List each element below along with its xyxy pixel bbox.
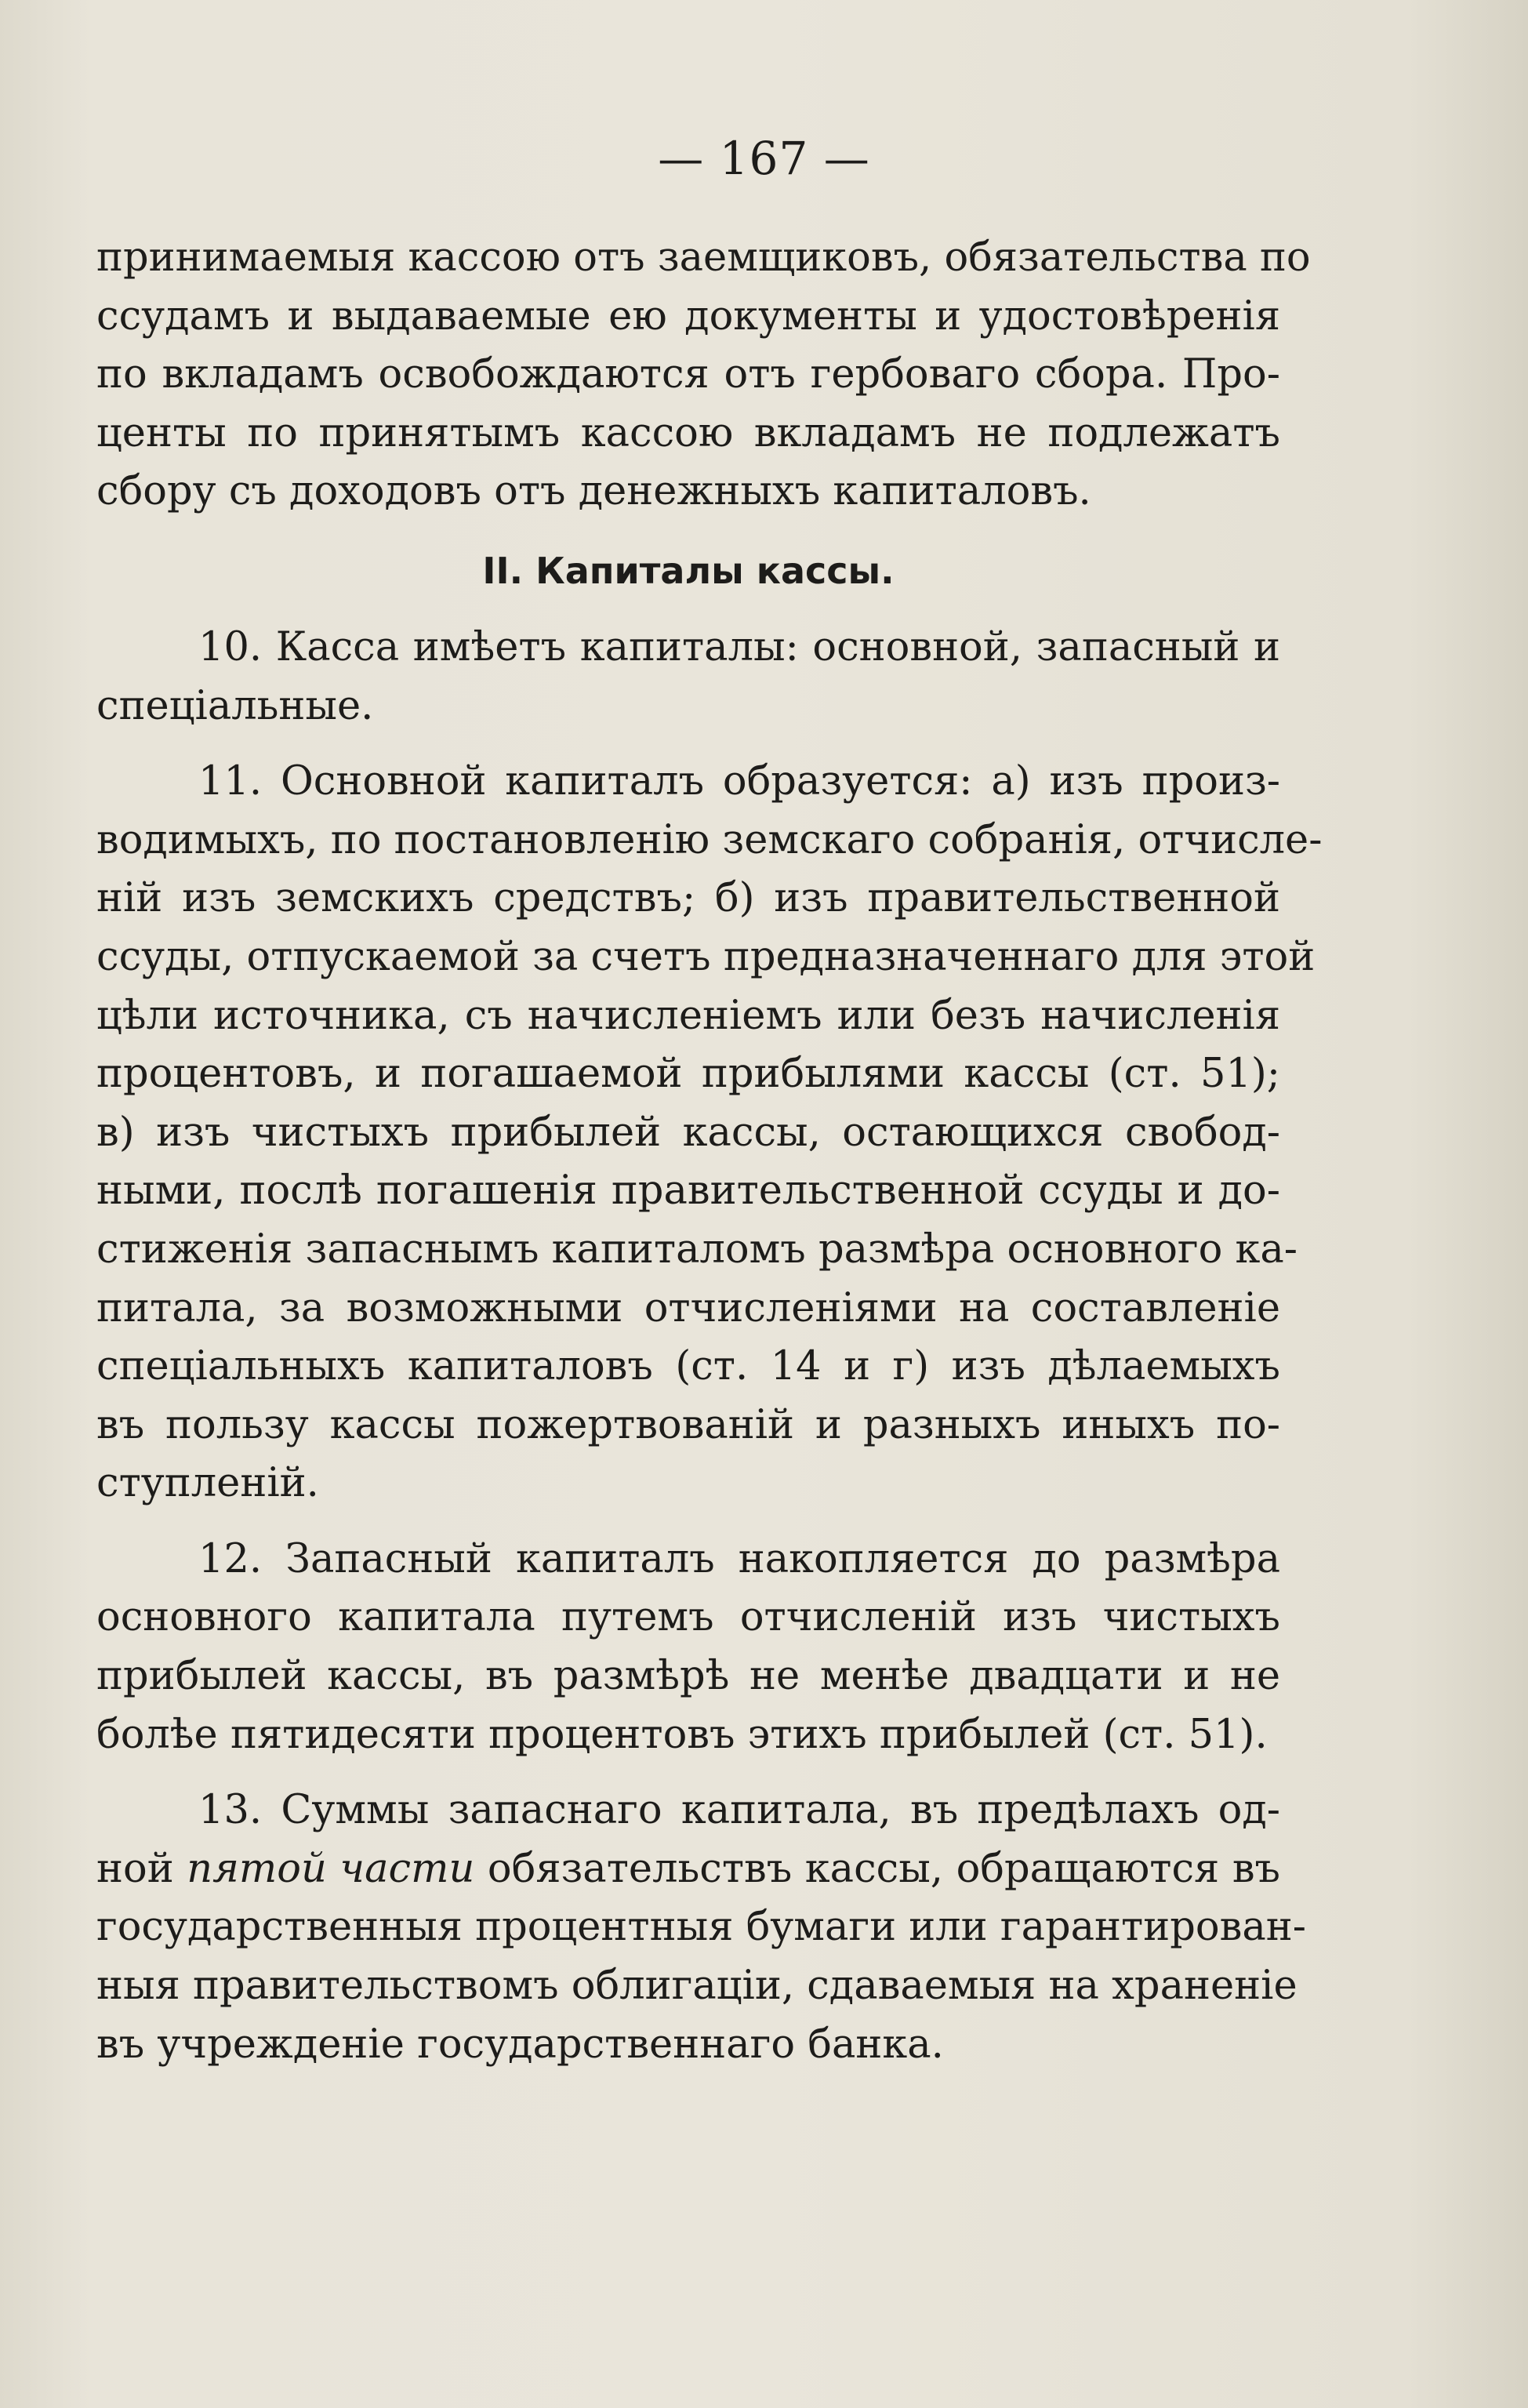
text-line: сбору съ доходовъ отъ денежныхъ капиталовъ. bbox=[96, 468, 1091, 515]
text-line: ныя правительствомъ облигаціи, сдаваемыя на храненіе bbox=[96, 1963, 1298, 2010]
text-line: ній изъ земскихъ средствъ; б) изъ правительственной bbox=[96, 875, 1280, 922]
text-line: цѣли источника, съ начисленіемъ или безъ начисленія bbox=[96, 992, 1280, 1039]
text-line: 11. Основной капиталъ образуется: а) изъ произ- bbox=[198, 758, 1280, 805]
text-line: 13. Суммы запаснаго капитала, въ предѣлахъ од- bbox=[198, 1787, 1280, 1834]
paragraph-13 bbox=[96, 1781, 1306, 2074]
text-fragment: ной bbox=[96, 1845, 174, 1892]
text-line: в) изъ чистыхъ прибылей кассы, остающихся свобод- bbox=[96, 1109, 1280, 1156]
text-line: стиженія запаснымъ капиталомъ размѣра основного ка- bbox=[96, 1226, 1298, 1273]
intro-paragraph bbox=[96, 229, 1311, 521]
body-text bbox=[96, 229, 1323, 2074]
text-line: основного капитала путемъ отчисленій изъ чистыхъ bbox=[96, 1594, 1280, 1641]
italic-phrase: пятой части bbox=[187, 1845, 475, 1892]
text-line: болѣе пятидесяти процентовъ этихъ прибылей (ст. 51). bbox=[96, 1711, 1268, 1758]
text-line: 10. Касса имѣетъ капиталы: основной, запасный и bbox=[198, 623, 1280, 670]
paragraph-11 bbox=[96, 753, 1323, 1513]
section-heading: II. Капиталы кассы. bbox=[482, 549, 895, 592]
text-line: ными, послѣ погашенія правительственной ссуды и до- bbox=[96, 1168, 1280, 1215]
text-line: въ учрежденіе государственнаго банка. bbox=[96, 2021, 944, 2068]
text-line: питала, за возможными отчисленіями на составленіе bbox=[96, 1284, 1280, 1331]
text-line: по вкладамъ освобождаются отъ гербоваго сбора. Про- bbox=[96, 351, 1280, 398]
text-line: спеціальныхъ капиталовъ (ст. 14 и г) изъ дѣлаемыхъ bbox=[96, 1343, 1280, 1390]
text-line: ссудамъ и выдаваемые ею документы и удостовѣренія bbox=[96, 292, 1280, 340]
text-line-with-italic bbox=[96, 1840, 1280, 1899]
paragraph-12 bbox=[96, 1531, 1280, 1764]
text-line: процентовъ, и погашаемой прибылями кассы (ст. 51); bbox=[96, 1051, 1280, 1098]
page-number: — 167 — bbox=[658, 132, 870, 185]
text-line: ступленій. bbox=[96, 1460, 319, 1507]
text-line: центы по принятымъ кассою вкладамъ не подлежатъ bbox=[96, 409, 1280, 456]
text-line: спеціальные. bbox=[96, 682, 374, 729]
text-line: водимыхъ, по постановленію земскаго собранія, отчисле- bbox=[96, 816, 1323, 863]
text-line: принимаемыя кассою отъ заемщиковъ, обязательства по bbox=[96, 234, 1311, 281]
paragraph-10 bbox=[96, 619, 1280, 735]
text-line: 12. Запасный капиталъ накопляется до размѣра bbox=[198, 1535, 1280, 1582]
text-line: въ пользу кассы пожертвованій и разныхъ иныхъ по- bbox=[96, 1401, 1280, 1448]
text-line: государственныя процентныя бумаги или гарантирован- bbox=[96, 1904, 1306, 1951]
text-line: ссуды, отпускаемой за счетъ предназначеннаго для этой bbox=[96, 933, 1316, 980]
text-fragment: обязательствъ кассы, обращаются въ bbox=[487, 1845, 1280, 1892]
text-line: прибылей кассы, въ размѣрѣ не менѣе двадцати и не bbox=[96, 1653, 1280, 1700]
